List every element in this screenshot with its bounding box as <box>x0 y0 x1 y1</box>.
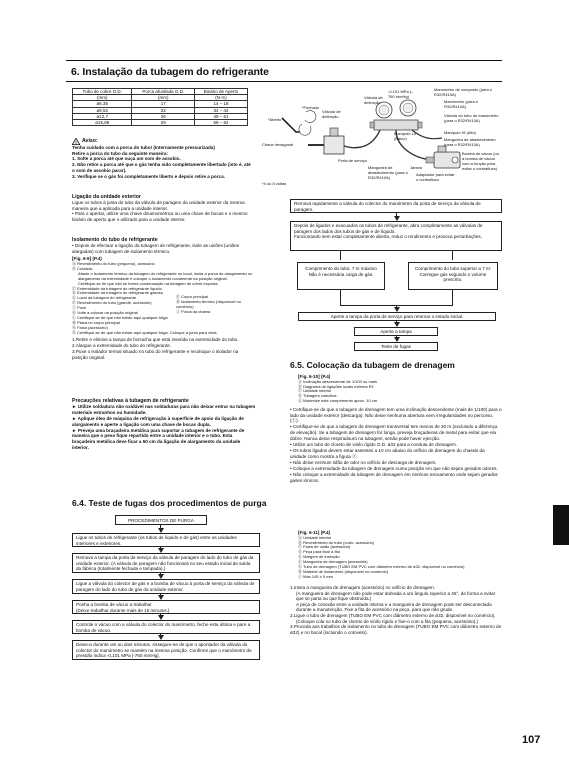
warning-step: 2. Não retire a porca até que o gás tenha sido completamente libertado (isto é, até o som de assobio parar). <box>72 162 251 173</box>
legend-item: Ⓞ Certifique-se de que não existe aqui qualquer folga. Coloque a junta para cima. <box>72 329 218 335</box>
warning-steps <box>72 156 252 180</box>
flow-step-leak-test: Teste de fugas <box>354 342 438 351</box>
drain-step: 2.Ligue o tubo de drenagem (TUBO EM PVC com diâmetro externo de ø32, disponível no comércio). <box>290 612 496 618</box>
precaucoes-title: Precauções relativas à tubagem de refrigerante <box>72 398 189 404</box>
purge-step-box: Deixe-a durante um ou dois minutos. Assegure-se de que o apontador da válvula do colector do manómetro se mantém na mesma posição. Confirme que o manómetro de pressão indica -0,101 MPa [-760 mmHg]. <box>72 640 260 660</box>
warning-step: 1. Solte a porca até que ouça um som de assobio. <box>72 156 181 162</box>
isolamento-step: 3.Puxe o isolador termal situado no tubo do refrigerante e recoloque o isolador na posição original. <box>72 348 239 360</box>
legend-item: Ⓒ Extremidade da tubagem do refrigerante líquido <box>72 285 162 291</box>
purge-header-box: PROCEDIMENTOS DE PURGA <box>115 515 207 525</box>
legend-item: Ⓕ Mangueira de drenagem (acessório) <box>298 559 368 565</box>
legend-item: Ⓐ Unidade interior <box>298 534 332 540</box>
legend-item: Ⓔ Margem de inserção <box>298 554 340 560</box>
legend-item: Ⓗ Isolamento térmico (disponível no comércio) <box>176 298 241 309</box>
warning-heading <box>72 138 252 145</box>
purge-step-box: Ponha a bomba de vácuo a trabalhar. (Deixe trabalhar durante mais de 15 minutos.) <box>72 600 260 614</box>
ligacao-bullet: • Para o apertar, utilize uma chave dinamométrica ou uma chave de bocas e o mesmo binário de aperto que o utilizado para a unidade interior. <box>72 211 248 222</box>
table-cell: ø9,52 <box>73 107 132 113</box>
table-header-cell: (mm) <box>73 95 132 101</box>
drain-bullet: • Não deixe nenhum sifão de odor no orifício de descarga de drenagem. <box>290 459 437 465</box>
section-title: 6. Instalação da tubagem do refrigerante <box>71 66 269 78</box>
flow-connector <box>452 290 453 306</box>
flow-step-remove-valve: Remova rapidamente a válvula do colector do manómetro da porta de serviço da válvula de paragem. <box>290 199 502 213</box>
legend-item: Ⓘ Máx.145 ± 5 mm <box>298 573 333 579</box>
table-header-cell: Binário de Aperto <box>195 89 248 95</box>
diagram-label-valvula-tubo: Válvula do tubo do manómetro (para o R32/R410A) <box>444 113 499 123</box>
legend-item: Ⓐ Inclinação descendente de 1/100 ou mais <box>298 378 377 384</box>
ligacao-body: Ligue os tubos à junta do tubo da válvula de paragem da unidade exterior da mesma maneira que a aplicada para a unidade interior. <box>72 200 245 211</box>
drain-bullet: • Utilize um tubo de cloreto de vinilo rígido O.D. ø32 para a conduta de drenagem. <box>290 441 458 447</box>
legend-item: Ⓑ Revestimento do tubo (curto, acessório) <box>298 539 375 545</box>
drain-step-note: A peça de conexão entre a unidade interna e a mangueira de drenagem pode ser desconectada durante a manutenção. Fixe a fita de acessório na peça, para que não grude. <box>296 601 492 613</box>
diagram-label-voltas: *4 ou 5 voltas <box>262 181 287 186</box>
flow-step-tighten-port: Aperte a tampa da porta de serviço para retornar o estado inicial. <box>298 312 496 321</box>
legend-item: Ⓖ Tubo de drenagem (TUBO EM PVC com diâmetro externo de ø32, disponível no comércio) <box>298 564 465 570</box>
diagram-label-bomba-vacuo: Bomba de vácuo (ou a bomba de vácuo com a função para evitar o contrafluxo) <box>462 151 499 171</box>
flow-box-short-pipe: Comprimento do tubo: 7 m máximo Não é necessária carga de gás. <box>297 262 385 290</box>
drain-bullet: • Coloque a extremidade da tubagem de drenagem numa posição em que não sejam gerados odores. <box>290 465 498 471</box>
table-row <box>73 120 248 126</box>
legend-item: Ⓒ Unidade interior <box>298 388 332 394</box>
precaucao-item: ► Preveja uma braçadeira metálica para suportar a tubagem de refrigerante de maneira que o peso fique repartido entre a unidade interior e o tubo. Esta braçadeira metálica deve ficar a 50 cm da ligação de alargamento da unidade interior. <box>72 427 245 450</box>
legend-item: Ⓓ Peça para fixar a fita <box>298 549 340 555</box>
diagram-label-janela: Janela <box>410 165 422 170</box>
drain-fig10: [Fig. 6-10] (P.4) <box>298 374 331 379</box>
flow-connector <box>452 251 453 260</box>
table-cell: ø12,7 <box>73 113 132 119</box>
isolamento-bullet: • Depois de efectuar a ligação da tubagem de refrigerante, isole as uniões (uniões alargadas) com tubagem de isolamento térmico. <box>72 243 240 254</box>
legend-item: Ⓑ Diagrama de ligações locais externa R1 <box>298 383 374 389</box>
section-64-title: 6.4. Teste de fugas dos procedimentos de purga <box>72 498 267 508</box>
table-row <box>73 113 248 119</box>
drain-block <box>298 374 502 404</box>
drain-step-note: (Coloque cola no tubo de cloreto de vinilo rígido e fixe-o com a fita (pequena, acessório).) <box>296 618 479 624</box>
diagram-label-manipulo-hi: Manípulo Hi (Alto) <box>444 130 477 135</box>
table-cell: 68 – 82 <box>195 120 248 126</box>
table-row <box>73 107 248 113</box>
diagram-label-manometro-composto: Manómetro de composto (para o R32/R410A) <box>434 87 493 97</box>
flow-connector <box>340 251 341 260</box>
diagram-label-manometro: Manómetro (para o R32/R410A) <box>444 99 479 109</box>
warning-intro: Tenha cuidado com a porca do tubo! (Internamente pressurizada) Retire a porca do tubo da seguinte maneira: <box>72 145 215 156</box>
diagram-label-mangueira-abastecimento: Mangueira de abastecimento (para o R32/R410A) <box>444 137 496 147</box>
drain-step: 3.Proceda aos trabalhos de isolamento no tubo de drenagem (TUBO EM PVC com diâmetro externo de ø32) e no bocal (incluindo o cotovelo). <box>290 624 502 635</box>
isolamento-legend <box>72 262 254 336</box>
precaucao-item: ► Utilize soldadura não oxidável nas soldaduras para não deixar entrar na tubagem materiais estranhos ou humidade. <box>72 404 256 415</box>
precaucoes-list <box>72 404 256 450</box>
legend-item: Ⓚ Volte a colocar na posição original <box>72 310 138 316</box>
legend-item: Ⓘ Puxe <box>72 305 87 311</box>
precaucoes-block <box>72 398 256 451</box>
table-cell: 14 – 18 <box>195 101 248 107</box>
legend-item: Ⓕ Corpo principal <box>176 293 209 299</box>
isolamento-fig: [Fig. 6-9] (P.4) <box>72 256 102 262</box>
legend-item: Ⓑ Cuidado: <box>72 265 94 271</box>
table-cell: ø6,35 <box>73 101 132 107</box>
purge-step-box: Ligue os tubos de refrigerante (os tubos de líquido e de gás) entre as unidades interiores e exteriores. <box>72 533 260 547</box>
diagram-label-adaptador: Adaptador para evitar o contrafluxo <box>416 172 455 182</box>
legend-item: Afaste o isolamento térmico da tubagem do refrigerante no local, insira a porca de alargamento no alargamento da extremidade e coloque o isolamento novamente na posição original. <box>78 270 253 281</box>
diagram-label-mangueira-abastecimento-2: Mangueira de abastecimento (para o R32/R410A) <box>368 165 408 180</box>
legend-item: Ⓓ Tubagem colectiva <box>298 393 337 399</box>
table-header-cell: (mm) <box>132 95 195 101</box>
diagram-label-aberto: *Aberto <box>268 117 282 122</box>
legend-item: Ⓐ Revestimento do tubo (pequeno), acessório <box>72 260 155 266</box>
legend-item: Certifique-se de que não se forma condensação na tubagem de cobre exposta. <box>78 280 219 286</box>
legend-item: Ⓔ Maximize este comprimento aprox. 10 cm <box>298 398 378 404</box>
isolamento-title: Isolamento do tubo de refrigerante <box>72 237 158 243</box>
table-cell: ø15,88 <box>73 120 132 126</box>
flow-step-open-valves: Depois de ligados e evacuados os tubos de refrigerante, abra completamente as válvulas de paragem dos lados dos tubos de gás e de líquido. Funcionando sem estar completamente aberta, reduz o rendimento e provoca perturbações. <box>290 221 502 251</box>
legend-right-column <box>176 295 256 315</box>
legend-item: Ⓒ Faixa de união (acessório) <box>298 544 351 550</box>
drain-bullet: • Certifique-se de que a tubagem de drenagem tem uma inclinação descendente (mais de 1/100) para o lado da unidade exterior (descarga). Não deixe nenhuma abertura nem irregularidades no percurso. (Ⓘ) <box>290 407 502 424</box>
legend-item: Ⓙ Porca da chama <box>176 308 211 314</box>
drain-bullet: • Não coloque a extremidade da tubagem de drenagem em nenhum escoamento onde sejam gerados gases iónicos. <box>290 472 498 483</box>
diagram-label-manipulo-lo: Manípulo Lo (Baixo) <box>394 131 417 141</box>
isolamento-step: 1.Retire e elimine a tampa de borracha que está inserida na extremidade do tubo. <box>72 336 239 342</box>
table-cell: 49 – 61 <box>195 113 248 119</box>
purge-step-box: Remova a tampa da porta de serviço da válvula de paragem do lado do tubo de gás da unidade exterior. (A válvula de paragem não funcionará no seu estado inicial de saída da fábrica (totalmente fechada e tampada).) <box>72 553 260 573</box>
warning-triangle-icon <box>72 138 80 145</box>
legend-item: Ⓓ Extremidade da tubagem do refrigerante gasoso <box>72 290 163 296</box>
diagram-label-fechado: *Fechado <box>302 105 320 110</box>
purge-step-box: Ligue a válvula do colector de gás e a bomba de vácuo à porta de serviço da válvula de paragem do lado do tubo de gás da unidade exterior. <box>72 579 260 594</box>
drain-bullets <box>290 407 502 484</box>
warning-block <box>72 138 252 180</box>
diagram-label-mpa: -0,101 MPa (–760 mmHg) <box>388 89 414 99</box>
title-rule <box>66 81 502 82</box>
drain-bullet: • Os tubos ligados devem estar assentes a 10 cm abaixo do orifício de drenagem do chassis da unidade como mostra a figura Ⓙ. <box>290 447 485 459</box>
svg-text:!: ! <box>75 140 77 145</box>
flow-box-long-pipe: Comprimento do tubo superior a 7 m: Carregue gás segundo o volume prescrito. <box>408 262 498 290</box>
legend-item: Ⓜ Placa no corpo principal <box>72 319 120 325</box>
purge-step-box: Controle o vácuo com a válvula do colector do manómetro, feche esta última e pare a bomba de vácuo. <box>72 620 260 634</box>
table-header-cell: Porca afunilada O.D. <box>132 89 195 95</box>
page-number: 107 <box>522 734 541 746</box>
isolamento-block <box>72 237 254 361</box>
drain-step: 1.Insira a mangueira de drenagem (acessório) no orifício de drenagem. <box>290 585 436 590</box>
legend-item: Ⓗ Material de isolamento (disponível no comércio) <box>298 568 389 574</box>
table-cell: 34 – 42 <box>195 107 248 113</box>
drain-fig11-block <box>298 530 502 580</box>
diagram-label-valvula-detencao: Válvula de detenção <box>364 95 383 105</box>
drain-steps <box>290 585 502 635</box>
legend-item: Ⓝ Faixa (acessório) <box>72 324 108 330</box>
ligacao-block <box>72 194 254 223</box>
pipe-torque-table <box>72 88 248 126</box>
diagram-label-porta-servico: Porta de serviço <box>338 158 367 163</box>
flow-connector <box>340 290 341 306</box>
table-header-row <box>73 89 248 95</box>
table-cell: 17 <box>132 101 195 107</box>
table-header-row <box>73 95 248 101</box>
chapter-side-tab <box>553 505 569 545</box>
warning-step: 3. Verifique se o gás foi completamente liberto e depois retire a porca. <box>72 174 225 180</box>
table-header-cell: (N·m) <box>195 95 248 101</box>
table-header-cell: Tubo de cobre O.D. <box>73 89 132 95</box>
diagram-label-chave: Chave hexagonal <box>262 142 294 147</box>
precaucao-item: ► Aplique óleo de máquina de refrigeração à superfície de apoio da ligação de alargamento e aperte a ligação com uma chave de bocas dupla. <box>72 415 244 427</box>
table-cell: 26 <box>132 113 195 119</box>
legend-item: Ⓔ Local da tubagem do refrigerante <box>72 295 137 301</box>
isolamento-step: 2.Alargue a extremidade do tubo do refrigerante. <box>72 342 172 348</box>
section-65-title: 6.5. Colocação da tubagem de drenagem <box>290 360 455 370</box>
drain-fig11: [Fig. 6-11] (P.4) <box>298 530 331 535</box>
table-cell: 22 <box>132 107 195 113</box>
top-rule <box>66 60 502 61</box>
diagram-label-valvula-detencao-2: Válvula de detenção <box>322 109 341 119</box>
drain-step-note: (A mangueira de drenagem não pode estar dobrada a um ângulo superior a 45°, de forma a evitar que se parta ou que fique obstruída.) <box>296 590 496 602</box>
purge-diagram <box>262 88 502 198</box>
isolamento-steps <box>72 337 254 361</box>
legend-item: Ⓖ Revestimento do tubo (grande, acessório) <box>72 300 152 306</box>
table-cell: 29 <box>132 120 195 126</box>
drain-bullet: • Certifique-se de que a tubagem de drenagem transversal tem menos de 20 m (excluindo a diferença de elevação). Se a tubagem de drenagem for longa, preveja braçadeiras de metal para evitar que ela dobre. Nunca deixe respiradouro na tubagem, senão pode haver ejecção. <box>290 424 498 441</box>
flow-step-tighten-cap: Aperte a tampa <box>354 327 438 336</box>
ligacao-title: Ligação da unidade exterior <box>72 194 141 200</box>
legend-item: Ⓛ Certifique-se de que não existe aqui qualquer folga <box>72 314 168 320</box>
table-row <box>73 101 248 107</box>
warning-title: Aviso: <box>82 138 98 145</box>
